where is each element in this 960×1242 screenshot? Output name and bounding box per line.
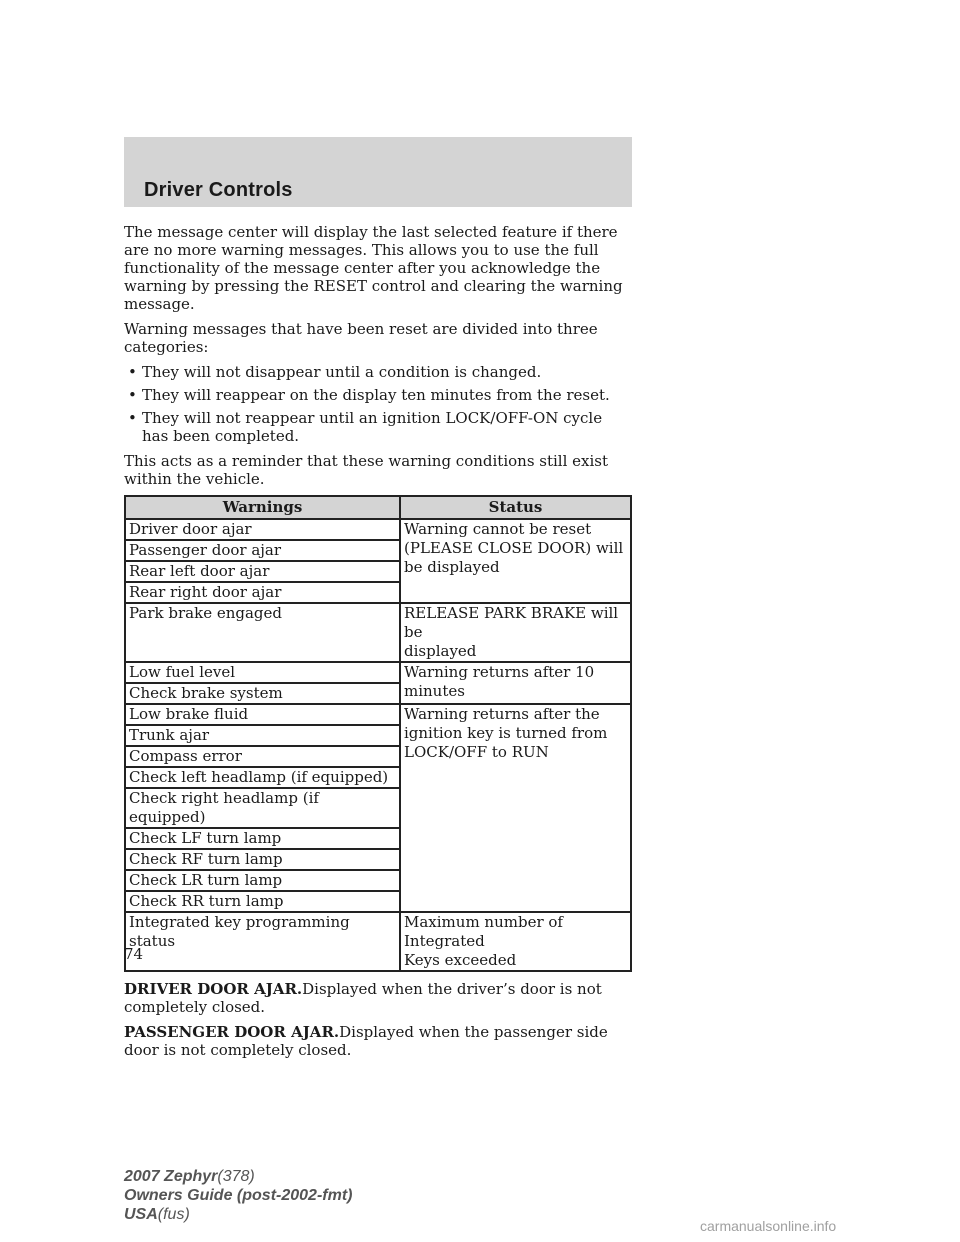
status-line: RELEASE PARK BRAKE will be (404, 604, 619, 641)
footer-market-code: (fus) (157, 1206, 190, 1223)
status-cell (400, 662, 631, 704)
definition-text: Displayed when the passenger side door is not completely closed. (124, 1023, 608, 1059)
warning-cell: Low brake fluid (125, 704, 400, 725)
table-row (125, 912, 631, 971)
footer-market: USA (124, 1206, 158, 1223)
status-line: Warning returns after the (404, 705, 600, 723)
watermark: carmanualsonline.info (700, 1218, 837, 1234)
footer-line-2 (124, 1186, 352, 1205)
table-row (125, 662, 631, 683)
status-cell (400, 912, 631, 971)
footer-model-code: (378) (217, 1168, 255, 1185)
warning-cell: Check RR turn lamp (125, 891, 400, 912)
warning-cell: Check right headlamp (if equipped) (125, 788, 400, 828)
warning-cell: Compass error (125, 746, 400, 767)
status-cell (400, 603, 631, 662)
status-line: Warning returns after 10 (404, 663, 595, 681)
warning-cell: Check LR turn lamp (125, 870, 400, 891)
status-line: Warning cannot be reset (404, 520, 592, 538)
warning-cell: Check left headlamp (if equipped) (125, 767, 400, 788)
list-item: • They will reappear on the display ten minutes from the reset. (124, 386, 632, 404)
section-header (124, 137, 632, 207)
table-header-row (125, 496, 631, 519)
definition-driver-door (124, 980, 632, 1016)
reminder-paragraph: This acts as a reminder that these warning conditions still exist within the vehicle. (124, 452, 609, 488)
warning-cell: Rear right door ajar (125, 582, 400, 603)
status-line: Maximum number of Integrated (404, 913, 563, 950)
page-content (124, 223, 632, 1066)
definition-term: DRIVER DOOR AJAR. (124, 980, 303, 998)
document-footer (124, 1167, 352, 1224)
list-item: • They will not disappear until a condition is changed. (124, 363, 632, 381)
table-row (125, 704, 631, 725)
section-title: Driver Controls (144, 179, 293, 201)
status-line: LOCK/OFF to RUN (404, 743, 549, 761)
status-line: ignition key is turned from (404, 724, 608, 742)
warning-cell: Check brake system (125, 683, 400, 704)
warning-cell: Check LF turn lamp (125, 828, 400, 849)
status-cell (400, 704, 631, 912)
status-cell (400, 519, 631, 603)
categories-list (124, 363, 632, 445)
warning-cell: Rear left door ajar (125, 561, 400, 582)
footer-model: 2007 Zephyr (124, 1168, 218, 1185)
warning-cell: Trunk ajar (125, 725, 400, 746)
status-line: (PLEASE CLOSE DOOR) will (404, 539, 624, 557)
warning-cell: Check RF turn lamp (125, 849, 400, 870)
warnings-table (124, 495, 632, 972)
footer-line-1 (124, 1167, 352, 1186)
column-header-status: Status (400, 496, 631, 519)
table-row (125, 519, 631, 540)
status-line: be displayed (404, 558, 500, 576)
column-header-warnings: Warnings (125, 496, 400, 519)
status-line: minutes (404, 682, 465, 700)
footer-line-3 (124, 1205, 352, 1224)
warning-cell: Integrated key programming status (125, 912, 400, 971)
page-number: 74 (124, 945, 144, 963)
table-row (125, 603, 631, 662)
status-line: Keys exceeded (404, 951, 517, 969)
warning-cell: Park brake engaged (125, 603, 400, 662)
warning-cell: Passenger door ajar (125, 540, 400, 561)
intro-paragraph: The message center will display the last selected feature if there are no more warning messages. This allows you to use the full functionality of the message center after you acknowledge the warning by pressing the RESET control and clearing the warning message. (124, 223, 623, 313)
definition-term: PASSENGER DOOR AJAR. (124, 1023, 340, 1041)
warning-cell: Low fuel level (125, 662, 400, 683)
footer-guide: Owners Guide (post-2002-fmt) (124, 1187, 353, 1204)
list-item: • They will not reappear until an ignition LOCK/OFF-ON cycle has been completed. (124, 409, 632, 445)
definition-text: Displayed when the driver’s door is not completely closed. (124, 980, 602, 1016)
definition-passenger-door (124, 1023, 632, 1059)
categories-paragraph: Warning messages that have been reset are divided into three categories: (124, 320, 598, 356)
status-line: displayed (404, 642, 477, 660)
warning-cell: Driver door ajar (125, 519, 400, 540)
